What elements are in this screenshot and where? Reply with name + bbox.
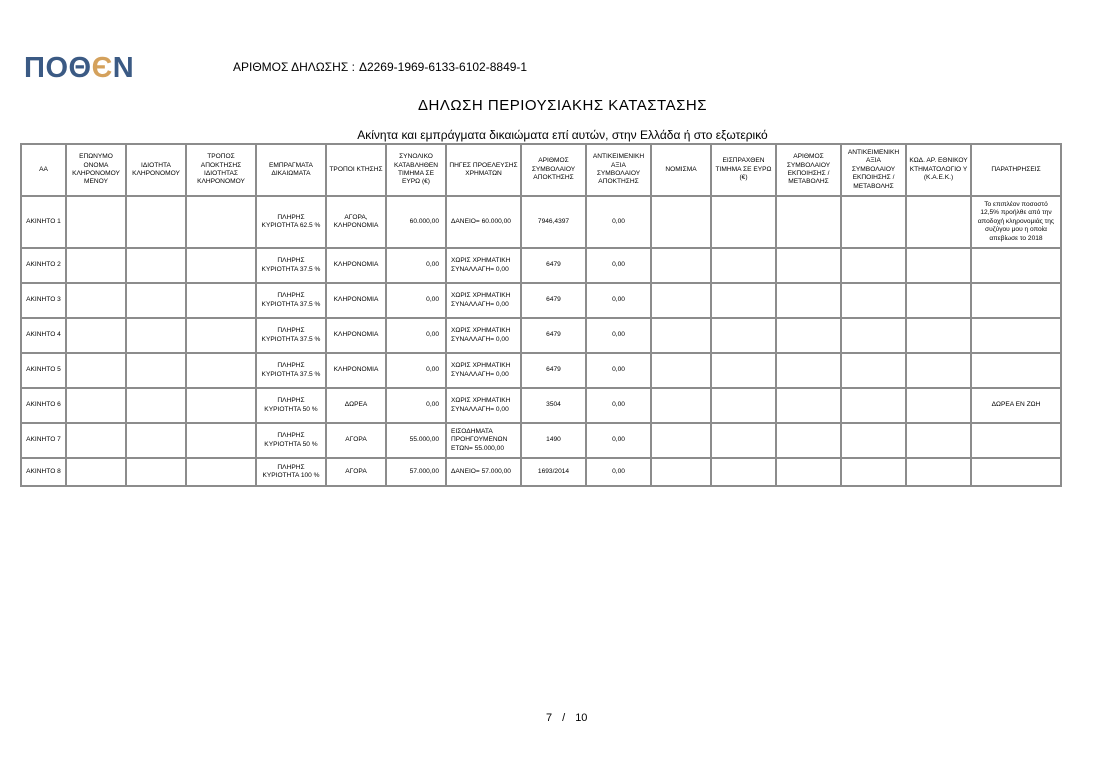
cell-total-paid: 60.000,00 <box>386 196 446 248</box>
cell-disposal-value <box>841 458 906 486</box>
cell-acquisition-method: ΔΩΡΕΑ <box>326 388 386 423</box>
cell-contract-number: 6479 <box>521 318 586 353</box>
cell-heir-status <box>126 423 186 458</box>
declaration-number-line <box>233 60 527 74</box>
table-row <box>21 318 1061 353</box>
cell-contract-number: 1490 <box>521 423 586 458</box>
cell-notes <box>971 353 1061 388</box>
cell-objective-value: 0,00 <box>586 196 651 248</box>
cell-aa: ΑΚΙΝΗΤΟ 8 <box>21 458 66 486</box>
column-header: ΑΑ <box>21 144 66 196</box>
cell-received-price <box>711 458 776 486</box>
cell-disposal-value <box>841 353 906 388</box>
cell-heir-name <box>66 423 126 458</box>
cell-funds-source: ΧΩΡΙΣ ΧΡΗΜΑΤΙΚΗ ΣΥΝΑΛΛΑΓΗ= 0,00 <box>446 283 521 318</box>
cell-disposal-value <box>841 283 906 318</box>
table-row <box>21 283 1061 318</box>
cell-acquisition-method: ΚΛΗΡΟΝΟΜΙΑ <box>326 283 386 318</box>
cell-notes <box>971 318 1061 353</box>
cell-acquisition-method: ΑΓΟΡΑ <box>326 458 386 486</box>
cell-disposal-contract <box>776 283 841 318</box>
cell-aa: ΑΚΙΝΗΤΟ 2 <box>21 248 66 283</box>
cell-received-price <box>711 318 776 353</box>
cell-contract-number: 1693/2014 <box>521 458 586 486</box>
cell-disposal-contract <box>776 423 841 458</box>
cell-heir-status <box>126 196 186 248</box>
page-total: 10 <box>575 712 588 724</box>
cell-total-paid: 57.000,00 <box>386 458 446 486</box>
cell-heir-acquisition-method <box>186 196 256 248</box>
column-header: ΕΠΩΝΥΜΟ ΟΝΟΜΑ ΚΛΗΡΟΝΟΜΟΥ ΜΕΝΟΥ <box>66 144 126 196</box>
cell-currency <box>651 423 711 458</box>
cell-real-rights: ΠΛΗΡΗΣ ΚΥΡΙΟΤΗΤΑ 62.5 % <box>256 196 326 248</box>
table-row <box>21 353 1061 388</box>
cell-objective-value: 0,00 <box>586 318 651 353</box>
cell-funds-source: ΧΩΡΙΣ ΧΡΗΜΑΤΙΚΗ ΣΥΝΑΛΛΑΓΗ= 0,00 <box>446 388 521 423</box>
cell-currency <box>651 248 711 283</box>
cell-disposal-contract <box>776 353 841 388</box>
cell-total-paid: 0,00 <box>386 283 446 318</box>
cell-funds-source: ΕΙΣΟΔΗΜΑΤΑ ΠΡΟΗΓΟΥΜΕΝΩΝ ΕΤΩΝ= 55.000,00 <box>446 423 521 458</box>
column-header: ΠΑΡΑΤΗΡΗΣΕΙΣ <box>971 144 1061 196</box>
cell-real-rights: ΠΛΗΡΗΣ ΚΥΡΙΟΤΗΤΑ 50 % <box>256 388 326 423</box>
cell-heir-acquisition-method <box>186 458 256 486</box>
table-row <box>21 423 1061 458</box>
cell-received-price <box>711 388 776 423</box>
column-header: ΚΩΔ. ΑΡ. ΕΘΝΙΚΟΥ ΚΤΗΜΑΤΟΛΟΓΙΟ Υ (Κ.Α.Ε.Κ.) <box>906 144 971 196</box>
cell-notes <box>971 423 1061 458</box>
cell-currency <box>651 353 711 388</box>
table-body <box>21 196 1061 486</box>
cell-heir-status <box>126 353 186 388</box>
cell-total-paid: 0,00 <box>386 353 446 388</box>
table-header-row <box>21 144 1061 196</box>
real-estate-table <box>20 143 1062 487</box>
cell-real-rights: ΠΛΗΡΗΣ ΚΥΡΙΟΤΗΤΑ 37.5 % <box>256 318 326 353</box>
cell-funds-source: ΧΩΡΙΣ ΧΡΗΜΑΤΙΚΗ ΣΥΝΑΛΛΑΓΗ= 0,00 <box>446 318 521 353</box>
cell-heir-status <box>126 248 186 283</box>
cell-heir-acquisition-method <box>186 423 256 458</box>
cell-aa: ΑΚΙΝΗΤΟ 5 <box>21 353 66 388</box>
table-row <box>21 248 1061 283</box>
cell-total-paid: 0,00 <box>386 248 446 283</box>
cell-notes: Το επιπλέον ποσοστό 12,5% προήλθε από την αποδοχή κληρονομιάς της συζύγου μου η οποία απεβίωσε το 2018 <box>971 196 1061 248</box>
cell-heir-acquisition-method <box>186 388 256 423</box>
cell-heir-name <box>66 388 126 423</box>
cell-heir-status <box>126 388 186 423</box>
cell-disposal-value <box>841 423 906 458</box>
cell-disposal-value <box>841 248 906 283</box>
cell-aa: ΑΚΙΝΗΤΟ 1 <box>21 196 66 248</box>
cell-funds-source: ΧΩΡΙΣ ΧΡΗΜΑΤΙΚΗ ΣΥΝΑΛΛΑΓΗ= 0,00 <box>446 353 521 388</box>
cell-kaek <box>906 318 971 353</box>
cell-acquisition-method: ΑΓΟΡΑ <box>326 423 386 458</box>
cell-received-price <box>711 196 776 248</box>
cell-total-paid: 55.000,00 <box>386 423 446 458</box>
column-header: ΑΝΤΙΚΕΙΜΕΝΙΚΗ ΑΞΙΑ ΣΥΜΒΟΛΑΙΟΥ ΕΚΠΟΙΗΣΗΣ / ΜΕΤΑΒΟΛΗΣ <box>841 144 906 196</box>
cell-kaek <box>906 248 971 283</box>
cell-kaek <box>906 458 971 486</box>
cell-notes <box>971 458 1061 486</box>
cell-heir-name <box>66 196 126 248</box>
cell-acquisition-method: ΚΛΗΡΟΝΟΜΙΑ <box>326 248 386 283</box>
cell-heir-status <box>126 283 186 318</box>
cell-funds-source: ΔΑΝΕΙΟ= 60.000,00 <box>446 196 521 248</box>
column-header: ΑΡΙΘΜΟΣ ΣΥΜΒΟΛΑΙΟΥ ΑΠΟΚΤΗΣΗΣ <box>521 144 586 196</box>
cell-heir-status <box>126 458 186 486</box>
table-row <box>21 388 1061 423</box>
cell-real-rights: ΠΛΗΡΗΣ ΚΥΡΙΟΤΗΤΑ 37.5 % <box>256 353 326 388</box>
cell-heir-acquisition-method <box>186 248 256 283</box>
logo-text-part1: ΠΟΘ <box>24 52 92 84</box>
declaration-number: Δ2269-1969-6133-6102-8849-1 <box>358 60 528 74</box>
logo-text-part2: Є <box>91 52 113 84</box>
cell-notes: ΔΩΡΕΑ ΕΝ ΖΩΗ <box>971 388 1061 423</box>
cell-real-rights: ΠΛΗΡΗΣ ΚΥΡΙΟΤΗΤΑ 37.5 % <box>256 283 326 318</box>
page-current: 7 <box>546 712 553 724</box>
cell-disposal-value <box>841 388 906 423</box>
cell-kaek <box>906 388 971 423</box>
column-header: ΕΙΣΠΡΑΧΘΕΝ ΤΙΜΗΜΑ ΣΕ ΕΥΡΩ (€) <box>711 144 776 196</box>
cell-heir-acquisition-method <box>186 283 256 318</box>
column-header: ΣΥΝΟΛΙΚΟ ΚΑΤΑΒΛΗΘΕΝ ΤΙΜΗΜΑ ΣΕ ΕΥΡΩ (€) <box>386 144 446 196</box>
cell-disposal-contract <box>776 248 841 283</box>
cell-currency <box>651 318 711 353</box>
page-title: ΔΗΛΩΣΗ ΠΕΡΙΟΥΣΙΑΚΗΣ ΚΑΤΑΣΤΑΣΗΣ <box>418 97 707 114</box>
cell-real-rights: ΠΛΗΡΗΣ ΚΥΡΙΟΤΗΤΑ 100 % <box>256 458 326 486</box>
cell-heir-name <box>66 458 126 486</box>
cell-real-rights: ΠΛΗΡΗΣ ΚΥΡΙΟΤΗΤΑ 37.5 % <box>256 248 326 283</box>
cell-notes <box>971 248 1061 283</box>
cell-total-paid: 0,00 <box>386 388 446 423</box>
page-number <box>546 712 587 724</box>
cell-currency <box>651 196 711 248</box>
cell-aa: ΑΚΙΝΗΤΟ 6 <box>21 388 66 423</box>
cell-aa: ΑΚΙΝΗΤΟ 7 <box>21 423 66 458</box>
cell-objective-value: 0,00 <box>586 423 651 458</box>
cell-total-paid: 0,00 <box>386 318 446 353</box>
cell-real-rights: ΠΛΗΡΗΣ ΚΥΡΙΟΤΗΤΑ 50 % <box>256 423 326 458</box>
page-separator: / <box>562 712 566 724</box>
cell-aa: ΑΚΙΝΗΤΟ 4 <box>21 318 66 353</box>
cell-objective-value: 0,00 <box>586 248 651 283</box>
table-subtitle: Ακίνητα και εμπράγματα δικαιώματα επί αυτών, στην Ελλάδα ή στο εξωτερικό <box>357 128 768 142</box>
cell-heir-name <box>66 353 126 388</box>
cell-kaek <box>906 283 971 318</box>
column-header: ΤΡΟΠΟΣ ΑΠΟΚΤΗΣΗΣ ΙΔΙΟΤΗΤΑΣ ΚΛΗΡΟΝΟΜΟΥ <box>186 144 256 196</box>
cell-kaek <box>906 423 971 458</box>
cell-contract-number: 6479 <box>521 248 586 283</box>
poten-logo <box>24 52 134 84</box>
cell-acquisition-method: ΚΛΗΡΟΝΟΜΙΑ <box>326 318 386 353</box>
cell-contract-number: 7946,4397 <box>521 196 586 248</box>
cell-heir-name <box>66 318 126 353</box>
cell-currency <box>651 458 711 486</box>
cell-kaek <box>906 196 971 248</box>
cell-disposal-contract <box>776 318 841 353</box>
cell-currency <box>651 283 711 318</box>
cell-contract-number: 6479 <box>521 353 586 388</box>
cell-disposal-contract <box>776 388 841 423</box>
column-header: ΠΗΓΕΣ ΠΡΟΕΛΕΥΣΗΣ ΧΡΗΜΑΤΩΝ <box>446 144 521 196</box>
cell-notes <box>971 283 1061 318</box>
cell-acquisition-method: ΚΛΗΡΟΝΟΜΙΑ <box>326 353 386 388</box>
column-header: ΕΜΠΡΑΓΜΑΤΑ ΔΙΚΑΙΩΜΑΤΑ <box>256 144 326 196</box>
cell-acquisition-method: ΑΓΟΡΑ, ΚΛΗΡΟΝΟΜΙΑ <box>326 196 386 248</box>
table-row <box>21 196 1061 248</box>
cell-received-price <box>711 353 776 388</box>
cell-received-price <box>711 283 776 318</box>
cell-objective-value: 0,00 <box>586 458 651 486</box>
cell-objective-value: 0,00 <box>586 353 651 388</box>
logo-text-part3: Ν <box>112 52 135 84</box>
column-header: ΑΡΙΘΜΟΣ ΣΥΜΒΟΛΑΙΟΥ ΕΚΠΟΙΗΣΗΣ /ΜΕΤΑΒΟΛΗΣ <box>776 144 841 196</box>
cell-kaek <box>906 353 971 388</box>
cell-received-price <box>711 423 776 458</box>
column-header: ΑΝΤΙΚΕΙΜΕΝΙΚΗ ΑΞΙΑ ΣΥΜΒΟΛΑΙΟΥ ΑΠΟΚΤΗΣΗΣ <box>586 144 651 196</box>
column-header: ΝΟΜΙΣΜΑ <box>651 144 711 196</box>
cell-heir-acquisition-method <box>186 353 256 388</box>
cell-heir-name <box>66 248 126 283</box>
cell-received-price <box>711 248 776 283</box>
declaration-label: ΑΡΙΘΜΟΣ ΔΗΛΩΣΗΣ : <box>233 60 355 74</box>
cell-heir-acquisition-method <box>186 318 256 353</box>
column-header: ΙΔΙΟΤΗΤΑ ΚΛΗΡΟΝΟΜΟΥ <box>126 144 186 196</box>
cell-disposal-value <box>841 196 906 248</box>
column-header: ΤΡΟΠΟΙ ΚΤΗΣΗΣ <box>326 144 386 196</box>
cell-contract-number: 3504 <box>521 388 586 423</box>
cell-heir-name <box>66 283 126 318</box>
cell-currency <box>651 388 711 423</box>
cell-objective-value: 0,00 <box>586 388 651 423</box>
cell-funds-source: ΔΑΝΕΙΟ= 57.000,00 <box>446 458 521 486</box>
cell-contract-number: 6479 <box>521 283 586 318</box>
cell-aa: ΑΚΙΝΗΤΟ 3 <box>21 283 66 318</box>
cell-heir-status <box>126 318 186 353</box>
cell-disposal-value <box>841 318 906 353</box>
cell-objective-value: 0,00 <box>586 283 651 318</box>
cell-funds-source: ΧΩΡΙΣ ΧΡΗΜΑΤΙΚΗ ΣΥΝΑΛΛΑΓΗ= 0,00 <box>446 248 521 283</box>
cell-disposal-contract <box>776 196 841 248</box>
cell-disposal-contract <box>776 458 841 486</box>
table-row <box>21 458 1061 486</box>
